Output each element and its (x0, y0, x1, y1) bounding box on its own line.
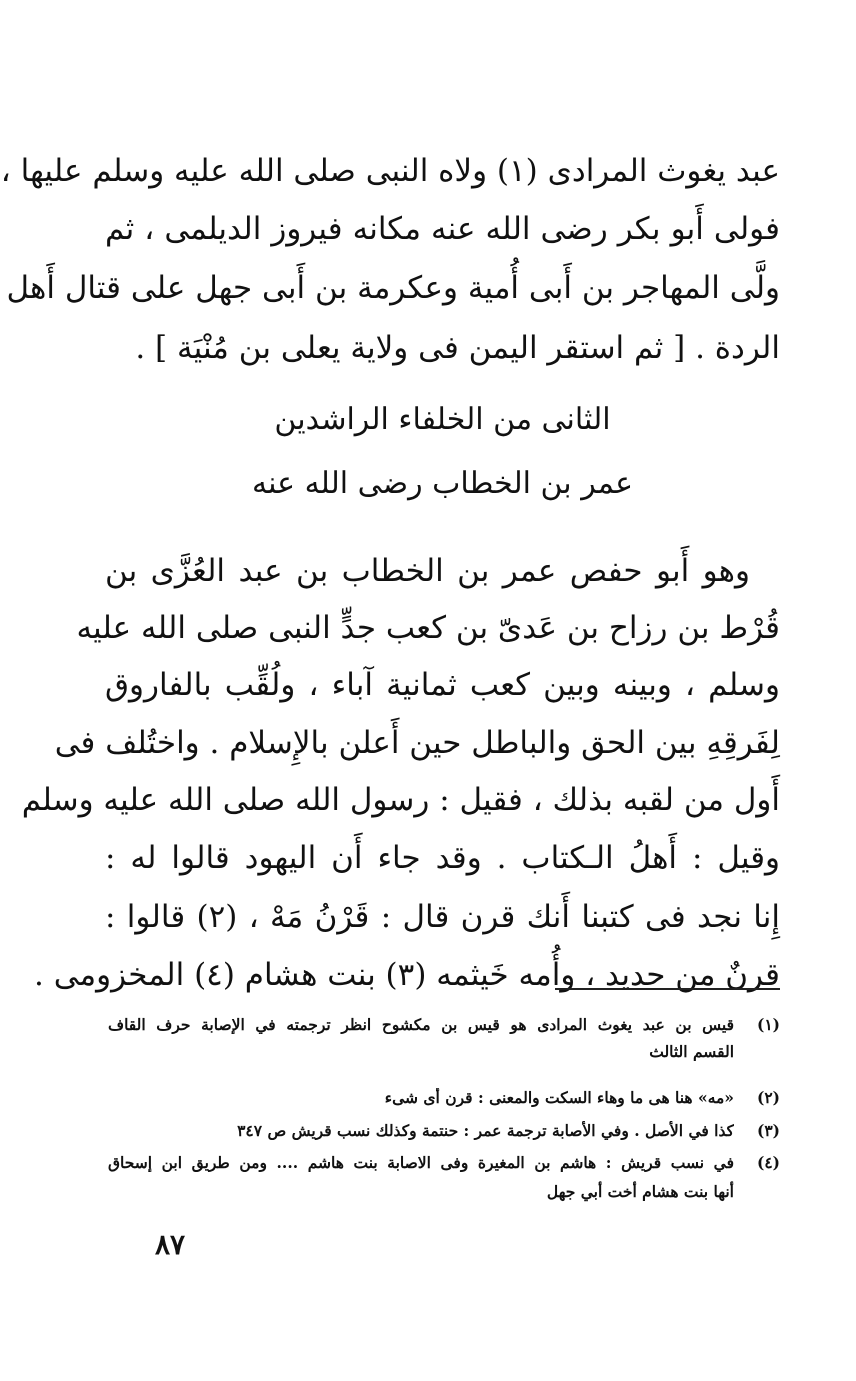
footnote-number: (٢) (756, 1088, 780, 1107)
footnote-text: قيس بن عبد يغوث المرادى هو قيس بن مكشوح انظر ترجمته في الإصابة حرف القاف (108, 1015, 734, 1034)
text-line: وسلم ، وبينه وبين كعب ثمانية آباء ، ولُقِّب بالفاروق (105, 667, 780, 703)
footnote-separator (555, 988, 780, 990)
section-subtitle: عمر بن الخطاب رضى الله عنه (252, 466, 633, 501)
text-line: لِفَرقِهِ بين الحق والباطل حين أَعلن بالإِسلام . واختُلف فى (54, 725, 780, 761)
footnote-number: (٤) (756, 1153, 780, 1172)
footnote-text: كذا في الأصل . وفي الأصابة ترجمة عمر : حنتمة وكذلك نسب قريش ص ٣٤٧ (237, 1121, 734, 1140)
footnote-text-continued: أنها بنت هشام أخت أبي جهل (546, 1182, 734, 1201)
text-line: وهو أَبو حفص عمر بن الخطاب بن عبد العُزَّى بن (105, 553, 750, 589)
text-line: أَول من لقبه بذلك ، فقيل : رسول الله صلى الله عليه وسلم (21, 782, 780, 818)
footnote-number: (١) (756, 1015, 780, 1034)
text-line: عبد يغوث المرادى (١) ولاه النبى صلى الله عليه وسلم عليها ، (0, 153, 780, 189)
footnote-text-continued: القسم الثالث (649, 1042, 734, 1061)
text-line: قرنٌ من حديد ، وأُمه خَيثمه (٣) بنت هشام (٤) المخزومى . (34, 957, 780, 993)
footnote-2 (108, 1088, 780, 1107)
footnote-number: (٣) (756, 1121, 780, 1140)
footnote-1 (108, 1015, 780, 1034)
section-title: الثانى من الخلفاء الراشدين (274, 402, 611, 437)
footnote-3 (108, 1121, 780, 1140)
footnote-text: في نسب قريش : هاشم بن المغيرة وفى الاصابة بنت هاشم .... ومن طريق ابن إسحاق (108, 1153, 734, 1172)
text-line: وقيل : أَهلُ الـكتاب . وقد جاء أَن اليهود قالوا له : (105, 840, 780, 876)
text-line: الردة . [ ثم استقر اليمن فى ولاية يعلى بن مُنْيَة ] . (135, 330, 780, 366)
text-line: فولى أَبو بكر رضى الله عنه مكانه فيروز الديلمى ، ثم (105, 211, 780, 247)
text-line: قُرْط بن رزاح بن عَدىّ بن كعب جدٍّ النبى صلى الله عليه (76, 610, 780, 646)
text-line: ولَّى المهاجر بن أَبى أُمية وعكرمة بن أَبى جهل على قتال أَهل (6, 270, 780, 306)
text-line: إِنا نجد فى كتبنا أَنك قرن قال : قَرْنُ مَهْ ، (٢) قالوا : (105, 899, 780, 935)
footnote-4 (108, 1153, 780, 1172)
page-number: ٨٧ (155, 1228, 186, 1261)
footnote-text: «مه» هنا هى ما وهاء السكت والمعنى : قرن أى شىء (384, 1088, 734, 1107)
